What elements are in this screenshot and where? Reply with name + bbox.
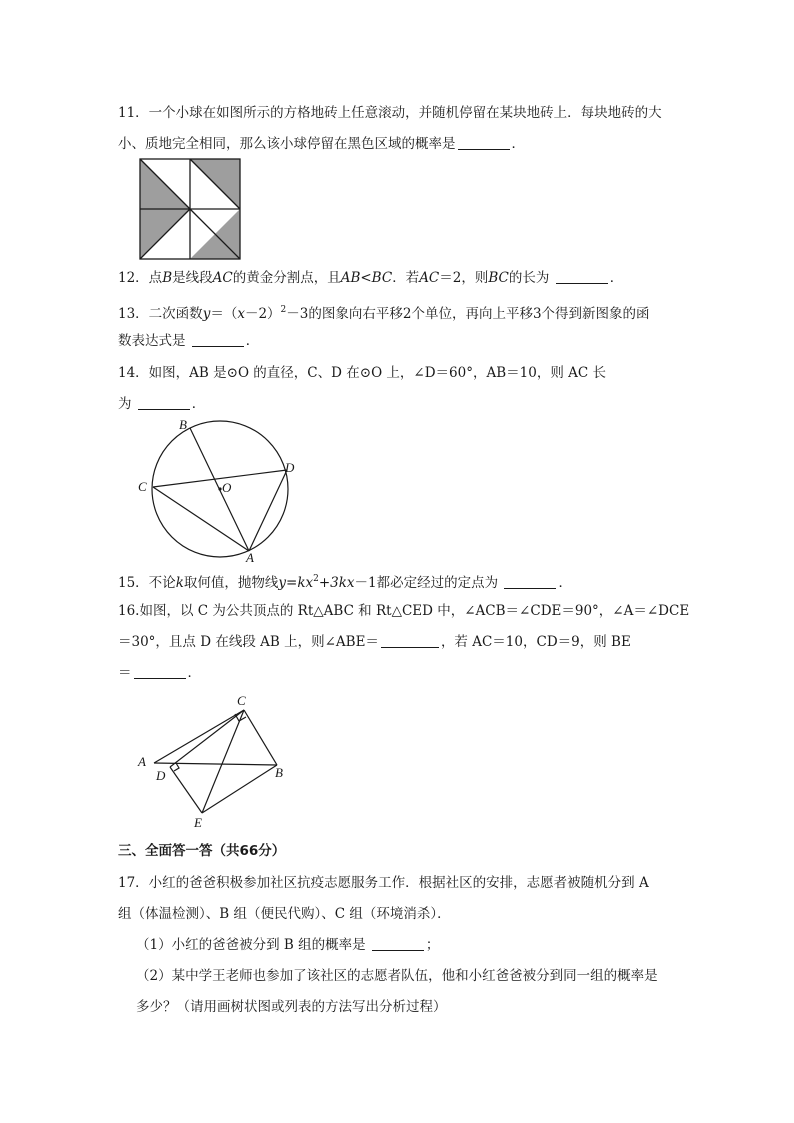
- q13-exp: 2: [280, 305, 287, 315]
- q11-line2-text: 小、质地完全相同，那么该小球停留在黑色区域的概率是: [118, 136, 456, 152]
- q11-tile-figure: [140, 159, 240, 259]
- q12-prefix: 12．点: [118, 270, 163, 286]
- q16-line1: 16.如图，以 C 为公共顶点的 Rt△ABC 和 Rt△CED 中，∠ACB＝∠CDE＝90°，∠A＝∠DCE: [118, 603, 690, 619]
- q12-b: B: [162, 270, 173, 286]
- q15-k: k: [175, 575, 184, 591]
- q14-line2-end: ．: [191, 396, 206, 412]
- q16-label-d: D: [156, 768, 166, 783]
- q16-answer-blank-1[interactable]: [381, 633, 439, 648]
- q14-answer-blank[interactable]: [138, 395, 190, 410]
- q12-ac: AC: [212, 270, 233, 286]
- q15-end: ．: [558, 575, 572, 591]
- q16-triangle-figure: [134, 690, 304, 830]
- q16-line2: [118, 632, 631, 652]
- q12-t5: 的长为: [508, 270, 550, 286]
- q13-line2-end: ．: [245, 333, 260, 349]
- q15-exp: 2: [313, 574, 319, 584]
- q16-line2-a: ＝30°，且点 D 在线段 AB 上，则∠ABE＝: [118, 634, 379, 650]
- q12-ac2: AC: [419, 270, 440, 286]
- q16-line3-a: ＝: [118, 665, 132, 681]
- q13-rest2: －3的图象向右平移2个单位，再向上平移3个得到新图象的函: [286, 306, 650, 322]
- q12-t4: ＝2，则: [439, 270, 489, 286]
- q13-line2: [118, 331, 259, 351]
- q16-label-b: B: [275, 765, 283, 780]
- q12-ab-lt-bc: AB<BC: [340, 270, 393, 286]
- q17-answer-blank[interactable]: [372, 936, 424, 951]
- q16-right-angle-d: [174, 763, 179, 771]
- q13-line2-text: 数表达式是: [118, 333, 186, 349]
- q15-a: 15．不论: [118, 575, 176, 591]
- q16-answer-blank-2[interactable]: [134, 664, 186, 679]
- q13-y: y: [202, 306, 211, 322]
- q17-sub1-end: ；: [425, 937, 440, 953]
- q12-answer-blank[interactable]: [556, 269, 608, 284]
- q14-label-d: D: [285, 460, 295, 475]
- q12-bc: BC: [488, 270, 509, 286]
- q12-t1: 是线段: [172, 270, 213, 286]
- q17-line2: 组（体温检测）、B 组（便民代购）、C 组（环境消杀）．: [118, 906, 451, 922]
- q15-b: 取何值，抛物线: [183, 575, 279, 591]
- q17-line1: 17．小红的爸爸积极参加社区抗疫志愿服务工作．根据社区的安排，志愿者被随机分到 A: [118, 875, 649, 891]
- q11-line2-end: ．: [511, 136, 525, 152]
- q12-t2: 的黄金分割点，且: [232, 270, 341, 286]
- q17-sub2-line1: （2）某中学王老师也参加了该社区的志愿者队伍，他和小红爸爸被分到同一组的概率是: [136, 968, 658, 984]
- q11-line2: [118, 134, 525, 154]
- q14-line2: [118, 394, 205, 414]
- q16-line2-b: ，若 AC＝10，CD＝9，则 BE: [440, 634, 631, 650]
- q14-line1: 14．如图，AB 是⊙O 的直径，C、D 在⊙O 上，∠D＝60°，AB＝10，则 AC 长: [118, 365, 606, 381]
- q11-answer-blank[interactable]: [458, 135, 510, 150]
- q17-sub1-text: （1）小红的爸爸被分到 B 组的概率是: [136, 937, 366, 953]
- q16-label-a: A: [138, 754, 146, 769]
- q16-label-c: C: [237, 693, 246, 708]
- q15-expr2: +3kx: [318, 575, 355, 591]
- q13-line1: [118, 300, 650, 324]
- q16-line3: [118, 663, 201, 683]
- q15-answer-blank[interactable]: [504, 574, 556, 589]
- q17-sub1: [136, 935, 439, 955]
- q13-x: x: [237, 306, 245, 322]
- q16-line3-end: ．: [187, 665, 201, 681]
- q12-t3: ．若: [392, 270, 420, 286]
- q14-label-o: O: [222, 480, 232, 495]
- q13-eq: ＝（: [210, 306, 238, 322]
- section3-title: 三、全面答一答（共66分）: [118, 843, 286, 859]
- q13-rest: －2）: [244, 306, 281, 322]
- q15-c: －1都必定经过的定点为: [354, 575, 499, 591]
- q17-sub2-line2: 多少？（请用画树状图或列表的方法写出分析过程）: [136, 999, 447, 1015]
- q16-label-e: E: [194, 815, 202, 830]
- q15-line: [118, 569, 572, 593]
- q13-prefix: 13．二次函数: [118, 306, 203, 322]
- q14-label-a: A: [246, 550, 254, 565]
- q14-label-c: C: [138, 479, 147, 494]
- q15-expr: y=kx: [278, 575, 314, 591]
- q12-end: ．: [609, 270, 624, 286]
- q14-label-b: B: [179, 417, 187, 432]
- q11-line1: 11．一个小球在如图所示的方格地砖上任意滚动，并随机停留在某块地砖上．每块地砖的大: [118, 105, 662, 121]
- q14-circle-figure: [136, 415, 296, 565]
- q14-line2-text: 为: [118, 396, 132, 412]
- q12-line: [118, 268, 623, 288]
- q13-answer-blank[interactable]: [192, 332, 244, 347]
